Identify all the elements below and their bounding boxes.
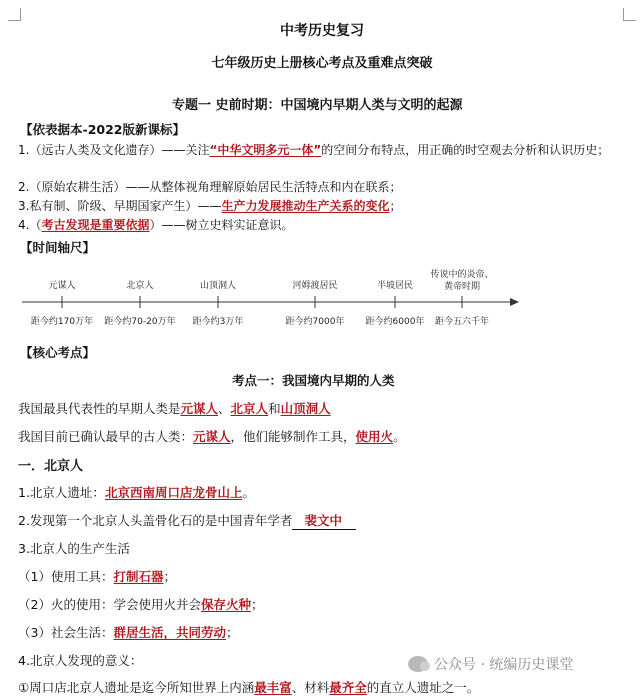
section-title-beijing-man: 一．北京人 xyxy=(18,459,84,474)
q3-title: 3.北京人的生产生活 xyxy=(18,541,130,556)
timeline-event-date: 距今约170万年 xyxy=(30,317,94,327)
timeline-heading: 【时间轴尺】 xyxy=(20,240,96,255)
wechat-icon xyxy=(408,656,428,672)
topic-title: 专题一 史前时期：中国境内早期人类与文明的起源 xyxy=(172,98,463,113)
core-point-title: 考点一：我国境内早期的人类 xyxy=(232,373,395,388)
timeline-event-date: 距今约7000年 xyxy=(285,317,345,327)
q4-title: 4.北京人发现的意义： xyxy=(18,653,143,668)
timeline-event-date: 距今五六千年 xyxy=(434,317,490,327)
curriculum-item-2: 2.（原始农耕生活）——从整体视角理解原始居民生活特点和内在联系； xyxy=(18,180,402,194)
watermark: 公众号 · 统编历史课堂 xyxy=(408,654,573,674)
timeline-event-date: 距今约3万年 xyxy=(192,317,244,327)
timeline-event-date: 距今约70-20万年 xyxy=(104,317,176,327)
core-heading: 【核心考点】 xyxy=(20,345,96,360)
q4-significance: ①周口店北京人遗址是迄今所知世界上内涵最丰富、材料最齐全的直立人遗址之一。 xyxy=(18,680,480,695)
timeline-event-label: 北京人 xyxy=(126,281,154,291)
curriculum-item-1: 1.（远古人类及文化遗存）——关注“中华文明多元一体”的空间分布特点，用正确的时空观去分析和认识历史； xyxy=(18,143,610,157)
q2-discoverer: 2.发现第一个北京人头盖骨化石的是中国青年学者 裴文中 xyxy=(18,511,356,530)
timeline-event-label: 半坡居民 xyxy=(376,281,414,291)
core-line-earliest: 我国目前已确认最早的古人类：元谋人，他们能够制作工具，使用火。 xyxy=(18,429,406,444)
document-title: 中考历史复习 xyxy=(280,23,364,39)
core-line-representative: 我国最具代表性的早期人类是元谋人、北京人和山顶洞人 xyxy=(18,401,331,416)
timeline-arrow-icon xyxy=(510,298,519,306)
curriculum-item-3: 3.私有制、阶级、早期国家产生）——生产力发展推动生产关系的变化； xyxy=(18,199,402,213)
q3-tools: （1）使用工具：打制石器； xyxy=(18,569,176,584)
document-subtitle: 七年级历史上册核心考点及重难点突破 xyxy=(211,56,433,71)
timeline-event-label: 山顶洞人 xyxy=(199,281,237,291)
q1-site: 1.北京人遗址：北京西南周口店龙骨山上。 xyxy=(18,485,255,500)
curriculum-heading: 【依表据本-2022版新课标】 xyxy=(20,122,185,137)
timeline-axis xyxy=(22,260,522,335)
timeline-event-label: 元谋人 xyxy=(48,281,76,291)
timeline-event-label: 河姆渡居民 xyxy=(292,281,338,291)
timeline-event-label: 黄帝时期 xyxy=(443,282,481,292)
q3-fire: （2）火的使用：学会使用火并会保存火种； xyxy=(18,597,264,612)
timeline-event-date: 距今约6000年 xyxy=(365,317,425,327)
timeline-event-label: 传说中的炎帝、 xyxy=(430,270,494,280)
q3-social: （3）社会生活：群居生活，共同劳动； xyxy=(18,625,239,640)
curriculum-item-4: 4.（考古发现是重要依据）——树立史料实证意识。 xyxy=(18,218,294,232)
